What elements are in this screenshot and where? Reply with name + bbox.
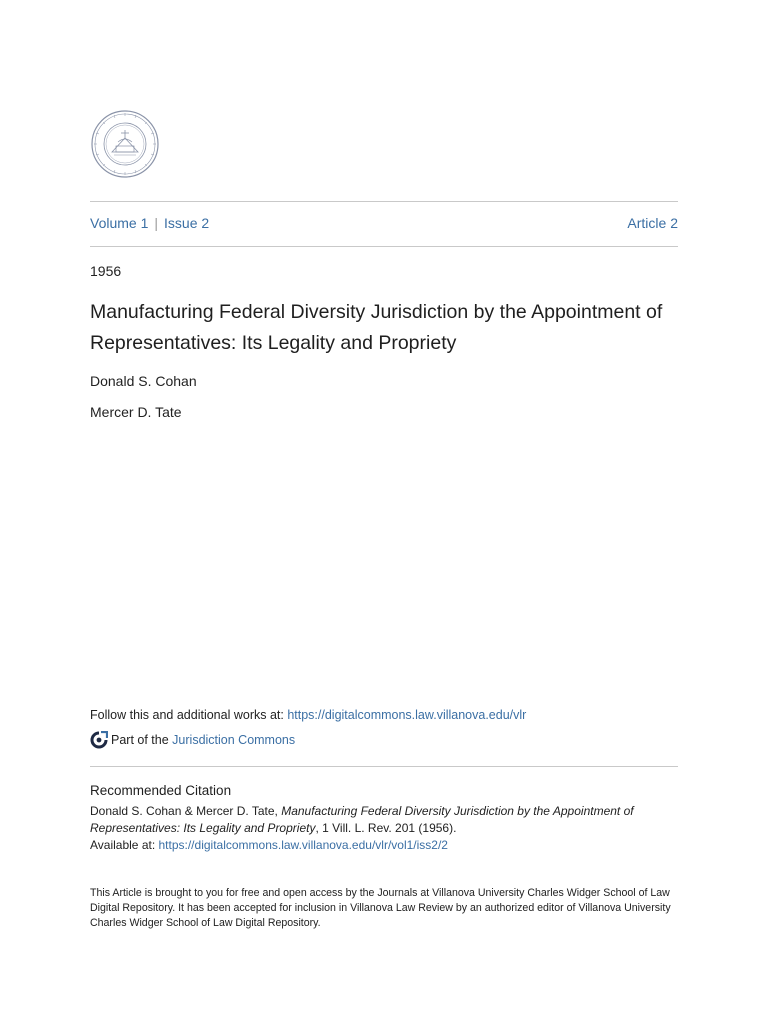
citation-title: Manufacturing Federal Diversity Jurisdiction by the Appointment of Representatives: Its Legality and Propriety xyxy=(90,804,634,835)
article-url-link[interactable]: https://digitalcommons.law.villanova.edu/vlr/vol1/iss2/2 xyxy=(158,838,448,852)
volume-issue-row xyxy=(90,213,678,233)
cover-page xyxy=(90,0,678,1024)
citation-authors: Donald S. Cohan & Mercer D. Tate, xyxy=(90,804,282,818)
volume-link[interactable]: Volume 1 xyxy=(90,215,149,231)
publication-year: 1956 xyxy=(90,263,122,279)
part-of-label: Part of the xyxy=(111,733,169,747)
villanova-university-seal-icon xyxy=(90,108,160,180)
issue-link[interactable]: Issue 2 xyxy=(164,215,210,231)
citation-block xyxy=(90,803,678,854)
article-link[interactable]: Article 2 xyxy=(627,215,678,231)
author-name: Donald S. Cohan xyxy=(90,373,197,389)
available-label: Available at: xyxy=(90,838,159,852)
article-title: Manufacturing Federal Diversity Jurisdiction by the Appointment of Representatives: Its Legality and Propriety xyxy=(90,301,663,354)
top-divider xyxy=(90,201,678,202)
author-name: Mercer D. Tate xyxy=(90,404,182,420)
recommended-citation-heading: Recommended Citation xyxy=(90,783,232,798)
follow-works-line xyxy=(90,706,526,724)
separator: | xyxy=(154,215,159,231)
follow-label: Follow this and additional works at: xyxy=(90,708,288,722)
network-commons-icon xyxy=(90,731,108,749)
citation-divider xyxy=(90,766,678,767)
citation-source: , 1 Vill. L. Rev. 201 (1956). xyxy=(315,821,457,835)
access-statement: This Article is brought to you for free and open access by the Journals at Villanova University Charles Widger School of Law Digital Repository. It has been accepted for inclusion in Villanova Law Review by an authorized editor of Villanova University Charles Widger School of Law Digital Repository. xyxy=(90,887,671,929)
jurisdiction-commons-link[interactable]: Jurisdiction Commons xyxy=(172,733,296,747)
header-divider xyxy=(90,246,678,247)
part-of-line xyxy=(90,730,295,750)
repository-link[interactable]: https://digitalcommons.law.villanova.edu/vlr xyxy=(287,708,527,722)
